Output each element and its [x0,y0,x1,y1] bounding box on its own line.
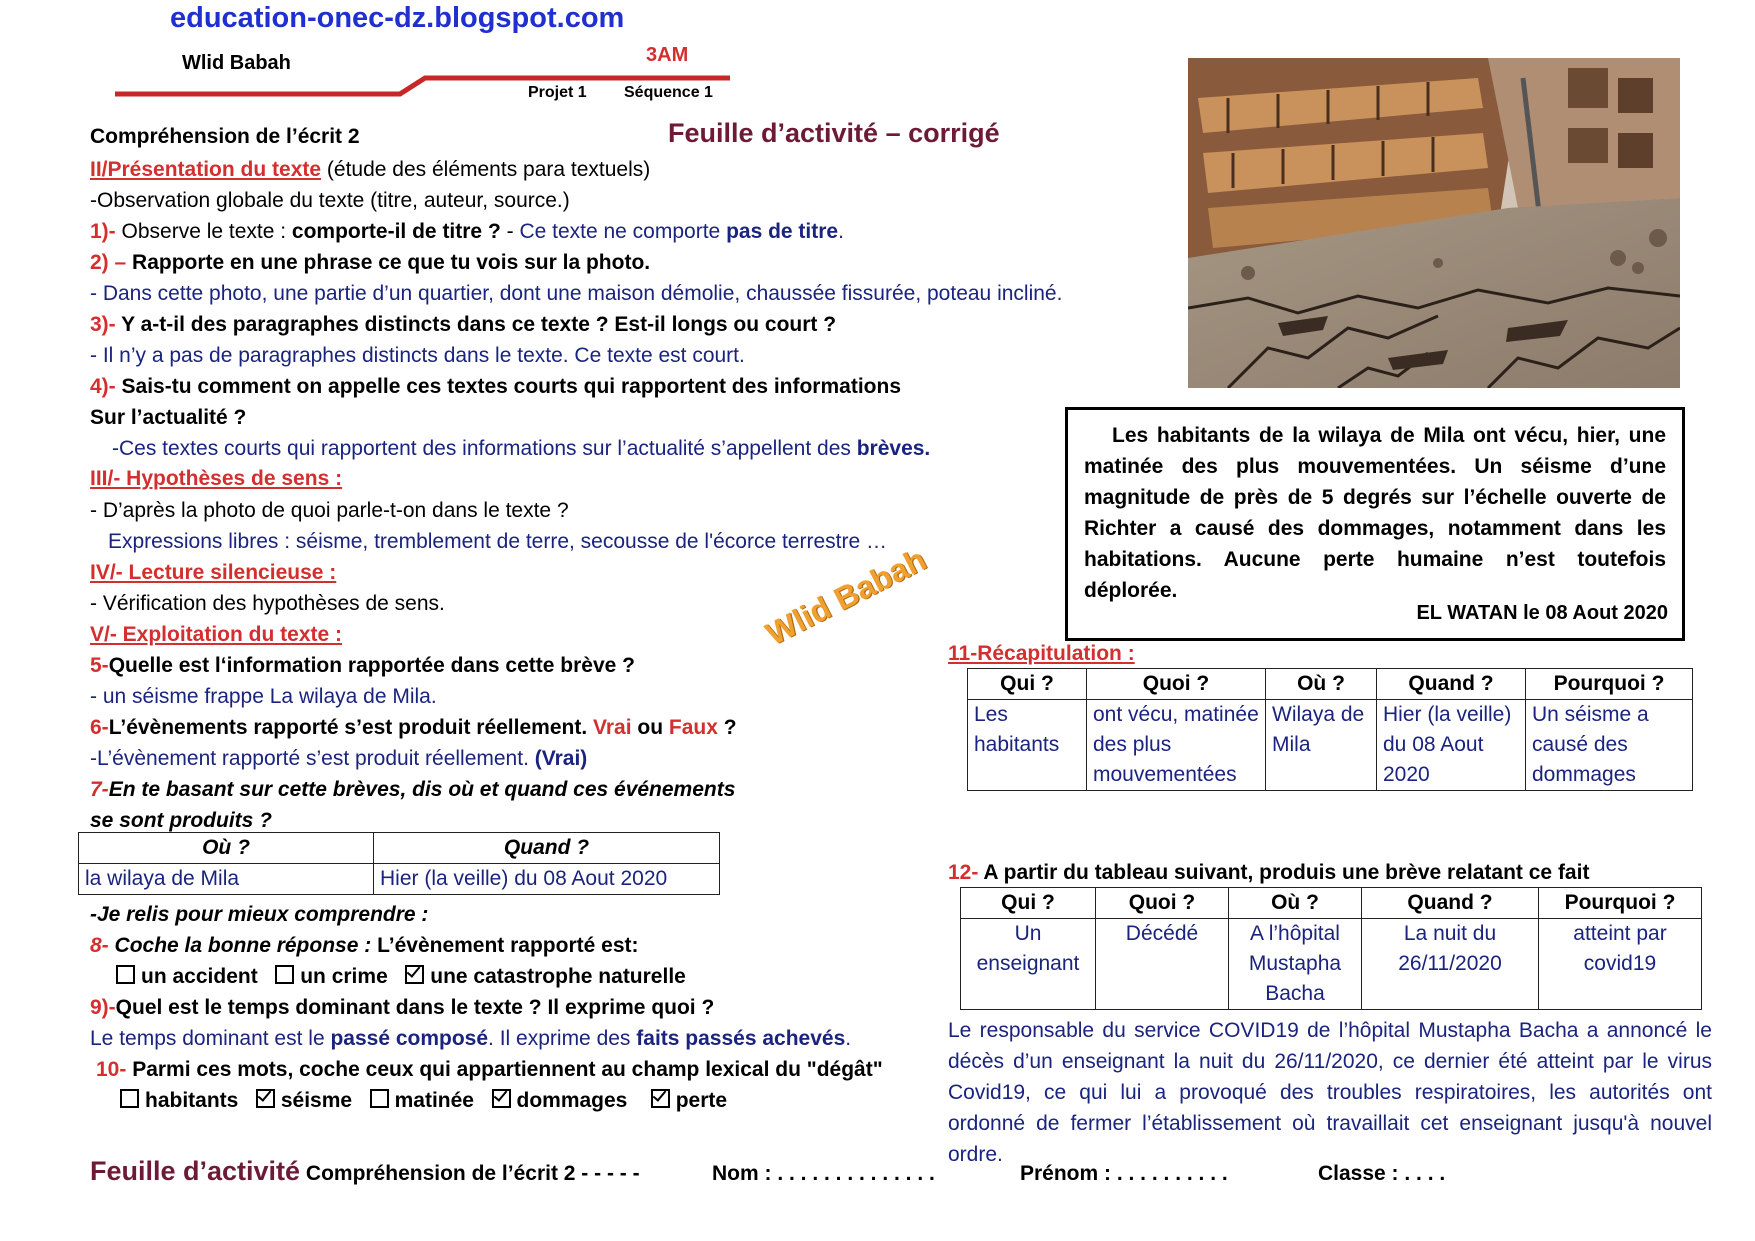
q12-header-ou: Où ? [1229,888,1362,919]
question-12: 12- A partir du tableau suivant, produis une brève relatant ce fait [948,861,1590,884]
q12-header-quand: Quand ? [1362,888,1539,919]
footer [90,1156,640,1187]
answer-9: Le temps dominant est le passé composé. Il exprime des faits passés achevés. [90,1027,852,1050]
q12-header-quoi: Quoi ? [1096,888,1229,919]
level-badge: 3AM [646,44,689,66]
recap-header-ou: Où ? [1266,669,1377,700]
part3-question: - D’après la photo de quoi parle-t-on dans le texte ? [90,499,569,522]
option-perte[interactable]: perte [651,1089,727,1112]
recap-table [967,668,1693,791]
answer-4: -Ces textes courts qui rapportent des informations sur l’actualité s’appellent des brèves. [112,437,931,460]
option-dommages[interactable]: dommages [492,1089,628,1112]
question-4: 4)- Sais-tu comment on appelle ces textes courts qui rapportent des informations [90,375,901,398]
watermark: Wlid Babah [760,540,932,653]
recap-header-pourquoi: Pourquoi ? [1526,669,1693,700]
part5-heading: V/- Exploitation du texte : [90,623,343,646]
part2-observation: -Observation globale du texte (titre, auteur, source.) [90,189,570,212]
option-habitants[interactable]: habitants [120,1089,238,1112]
question-2: 2) – Rapporte en une phrase ce que tu vois sur la photo. [90,251,651,274]
option-accident[interactable]: un accident [116,965,258,988]
answer-6: -L’évènement rapporté s’est produit réellement. (Vrai) [90,747,588,770]
table-ou-quand [78,832,720,895]
q12-cell-ou: A l’hôpital Mustapha Bacha [1229,919,1362,1010]
section-title: Compréhension de l’écrit 2 [90,125,360,148]
nom-field[interactable]: Nom : . . . . . . . . . . . . . . [712,1162,935,1185]
part2-heading: II/Présentation du texte (étude des éléments para textuels) [90,158,651,181]
prenom-field[interactable]: Prénom : . . . . . . . . . . [1020,1162,1228,1185]
article-text: Les habitants de la wilaya de Mila ont vécu, hier, une matinée des plus mouvementées. Un séisme d’une magnitude de près de 5 degrés sur l’échelle ouverte de Richter a causé des dommages, notamment dans les habitations. Aucune perte humaine n’est toutefois déplorée. [1084,424,1666,602]
table7-cell-quand: Hier (la veille) du 08 Aout 2020 [374,864,720,895]
recap-heading: 11-Récapitulation : [948,642,1135,665]
question-6: 6-L’évènements rapporté s’est produit réellement. Vrai ou Faux ? [90,716,737,739]
table7-header-quand: Quand ? [374,833,720,864]
part4-text: - Vérification des hypothèses de sens. [90,592,445,615]
author-name: Wlid Babah [182,52,291,74]
answer-5: - un séisme frappe La wilaya de Mila. [90,685,437,708]
recap-header-quoi: Quoi ? [1087,669,1266,700]
recap-cell-pourquoi: Un séisme a causé des dommages [1526,700,1693,791]
recap-cell-ou: Wilaya de Mila [1266,700,1377,791]
option-crime[interactable]: un crime [275,965,388,988]
question-8-options [116,964,686,990]
article-source: EL WATAN le 08 Aout 2020 [1416,602,1668,624]
recap-cell-quand: Hier (la veille) du 08 Aout 2020 [1377,700,1526,791]
recap-cell-quoi: ont vécu, matinée des plus mouvementées [1087,700,1266,791]
question-3: 3)- Y a-t-il des paragraphes distincts dans ce texte ? Est-il longs ou court ? [90,313,837,336]
checkbox-accident[interactable] [116,965,135,984]
earthquake-photo [1188,58,1680,388]
checkbox-dommages[interactable] [492,1089,511,1108]
question-9: 9)-Quel est le temps dominant dans le texte ? Il exprime quoi ? [90,996,715,1019]
q12-cell-qui: Un enseignant [961,919,1096,1010]
q12-cell-quoi: Décédé [1096,919,1229,1010]
question-10: 10- Parmi ces mots, coche ceux qui appartiennent au champ lexical du "dégât" [96,1058,883,1081]
checkbox-crime[interactable] [275,965,294,984]
checkbox-perte[interactable] [651,1089,670,1108]
part3-answer: Expressions libres : séisme, tremblement de terre, secousse de l'écorce terrestre … [108,530,887,553]
table7-header-ou: Où ? [79,833,374,864]
question-7-cont: se sont produits ? [90,809,273,832]
checkbox-seisme[interactable] [256,1089,275,1108]
page-title: Feuille d’activité – corrigé [668,118,1000,148]
checkbox-habitants[interactable] [120,1089,139,1108]
article-box [1065,407,1685,641]
part3-heading: III/- Hypothèses de sens : [90,467,343,490]
footer-subtitle: Compréhension de l’écrit 2 - - - - - [300,1162,640,1185]
q12-header-qui: Qui ? [961,888,1096,919]
table7-cell-ou: la wilaya de Mila [79,864,374,895]
q12-cell-pourquoi: atteint par covid19 [1539,919,1702,1010]
question-10-options [120,1088,727,1114]
question-8: 8- Coche la bonne réponse : L’évènement rapporté est: [90,934,639,957]
question-7: 7-En te basant sur cette brèves, dis où et quand ces événements [90,778,736,801]
site-link[interactable]: education-onec-dz.blogspot.com [170,2,625,34]
projet-label: Projet 1 [528,84,587,101]
sequence-label: Séquence 1 [624,84,713,101]
checkbox-matinee[interactable] [370,1089,389,1108]
q12-answer: Le responsable du service COVID19 de l’hôpital Mustapha Bacha a annoncé le décès d’un enseignant la nuit du 26/11/2020, ce dernier été atteint par le virus Covid19, ce qui lui a provoqué des troubles respiratoires, les autorités ont ordonné de fermer l’établissement où travaillait cet enseignant jusqu'à nouvel ordre. [948,1019,1712,1166]
option-matinee[interactable]: matinée [370,1089,474,1112]
answer-3: - Il n’y a pas de paragraphes distincts dans le texte. Ce texte est court. [90,344,745,367]
part4-heading: IV/- Lecture silencieuse : [90,561,337,584]
q12-header-pourquoi: Pourquoi ? [1539,888,1702,919]
checkbox-catastrophe[interactable] [405,965,424,984]
classe-field[interactable]: Classe : . . . . [1318,1162,1446,1185]
relis-label: -Je relis pour mieux comprendre : [90,903,429,926]
question-4-cont: Sur l’actualité ? [90,406,247,429]
question-5: 5-Quelle est l‘information rapportée dans cette brève ? [90,654,635,677]
recap-header-qui: Qui ? [968,669,1087,700]
recap-header-quand: Quand ? [1377,669,1526,700]
recap-cell-qui: Les habitants [968,700,1087,791]
option-seisme[interactable]: séisme [256,1089,352,1112]
question-1: 1)- Observe le texte : comporte-il de titre ? - Ce texte ne comporte pas de titre. [90,220,844,243]
q12-table [960,887,1702,1010]
answer-2: - Dans cette photo, une partie d’un quartier, dont une maison démolie, chaussée fissurée, poteau incliné. [90,282,1063,305]
option-catastrophe[interactable]: une catastrophe naturelle [405,965,686,988]
footer-title: Feuille d’activité [90,1156,301,1186]
q12-cell-quand: La nuit du 26/11/2020 [1362,919,1539,1010]
